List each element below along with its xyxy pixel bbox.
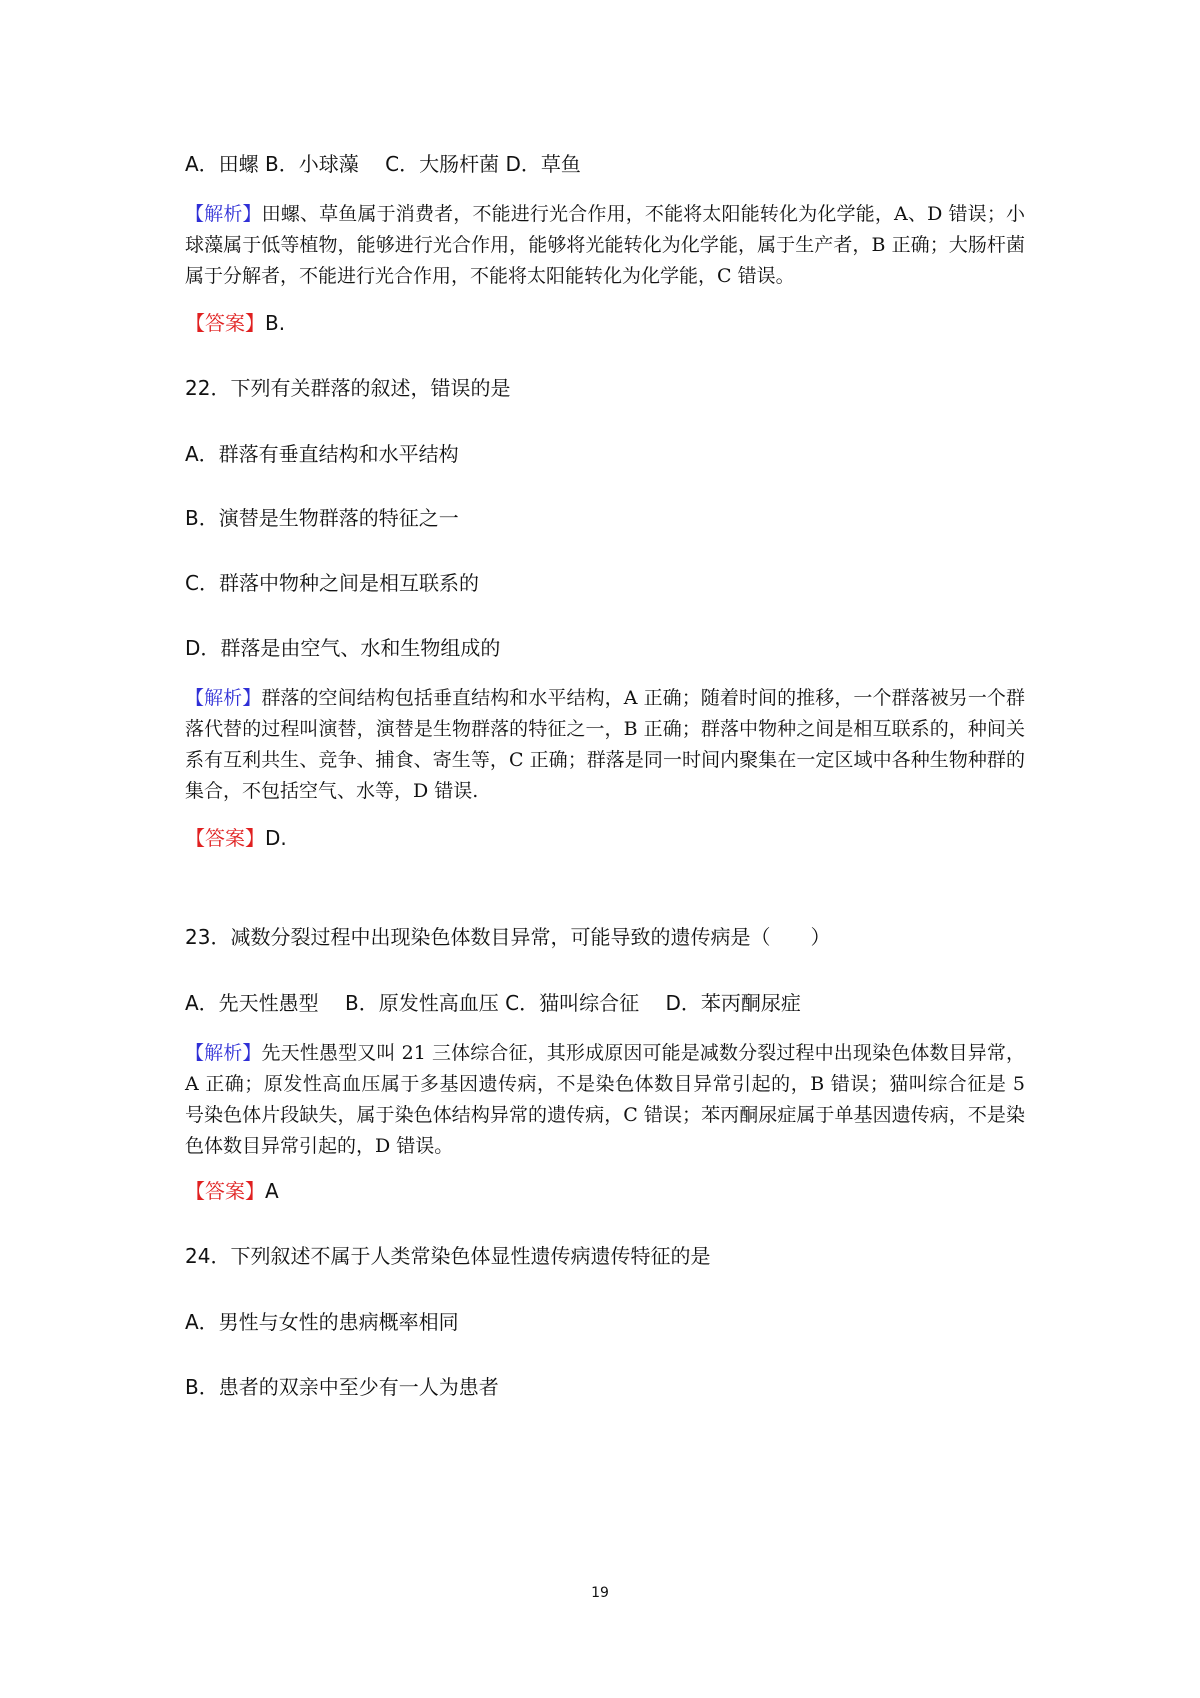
- answer-tag: 【答案】: [185, 1179, 265, 1203]
- q24-option-a: A．男性与女性的患病概率相同: [185, 1310, 459, 1334]
- analysis-text: 先天性愚型又叫 21 三体综合征，其形成原因可能是减数分裂过程中出现染色体数目异常，A 正确；原发性高血压属于多基因遗传病，不是染色体数目异常引起的，B 错误；猫叫综合征是 5 号染色体片段缺失，属于染色体结构异常的遗传病，C 错误；苯丙酮尿症属于单基因遗传病，不是染色体数目异常引起的，D 错误。: [185, 1042, 1025, 1157]
- answer-text: A: [265, 1179, 279, 1203]
- q22-option-d: D．群落是由空气、水和生物组成的: [185, 636, 501, 660]
- q22-option-c: C．群落中物种之间是相互联系的: [185, 571, 479, 595]
- q24-question: 24．下列叙述不属于人类常染色体显性遗传病遗传特征的是: [185, 1244, 711, 1268]
- q21-analysis: [185, 199, 1025, 292]
- q23-analysis: [185, 1038, 1025, 1162]
- q21-options: A．田螺 B．小球藻 C．大肠杆菌 D．草鱼: [185, 152, 581, 176]
- answer-text: D.: [265, 826, 287, 850]
- q23-options: A．先天性愚型 B．原发性高血压 C．猫叫综合征 D．苯丙酮尿症: [185, 991, 801, 1015]
- analysis-text: 田螺、草鱼属于消费者，不能进行光合作用，不能将太阳能转化为化学能，A、D 错误；小球藻属于低等植物，能够进行光合作用，能够将光能转化为化学能，属于生产者，B 正确；大肠杆菌属于分解者，不能进行光合作用，不能将太阳能转化为化学能，C 错误。: [185, 203, 1025, 287]
- q21-answer: [185, 308, 285, 338]
- page-number: 19: [591, 1585, 609, 1601]
- q22-analysis: [185, 683, 1025, 807]
- q24-option-b: B．患者的双亲中至少有一人为患者: [185, 1375, 499, 1399]
- answer-text: B.: [265, 311, 286, 335]
- answer-tag: 【答案】: [185, 826, 265, 850]
- analysis-tag: 【解析】: [185, 1042, 262, 1064]
- q22-option-a: A．群落有垂直结构和水平结构: [185, 442, 459, 466]
- q22-answer: [185, 823, 287, 853]
- q23-answer: [185, 1176, 279, 1206]
- analysis-tag: 【解析】: [185, 203, 262, 225]
- q22-option-b: B．演替是生物群落的特征之一: [185, 506, 459, 530]
- q23-question: 23．减数分裂过程中出现染色体数目异常，可能导致的遗传病是（ ）: [185, 925, 831, 949]
- analysis-text: 群落的空间结构包括垂直结构和水平结构，A 正确；随着时间的推移，一个群落被另一个群落代替的过程叫演替，演替是生物群落的特征之一，B 正确；群落中物种之间是相互联系的，种间关系有互利共生、竞争、捕食、寄生等，C 正确；群落是同一时间内聚集在一定区域中各种生物种群的集合，不包括空气、水等，D 错误.: [185, 687, 1025, 802]
- analysis-tag: 【解析】: [185, 687, 262, 709]
- answer-tag: 【答案】: [185, 311, 265, 335]
- q22-question: 22．下列有关群落的叙述，错误的是: [185, 376, 511, 400]
